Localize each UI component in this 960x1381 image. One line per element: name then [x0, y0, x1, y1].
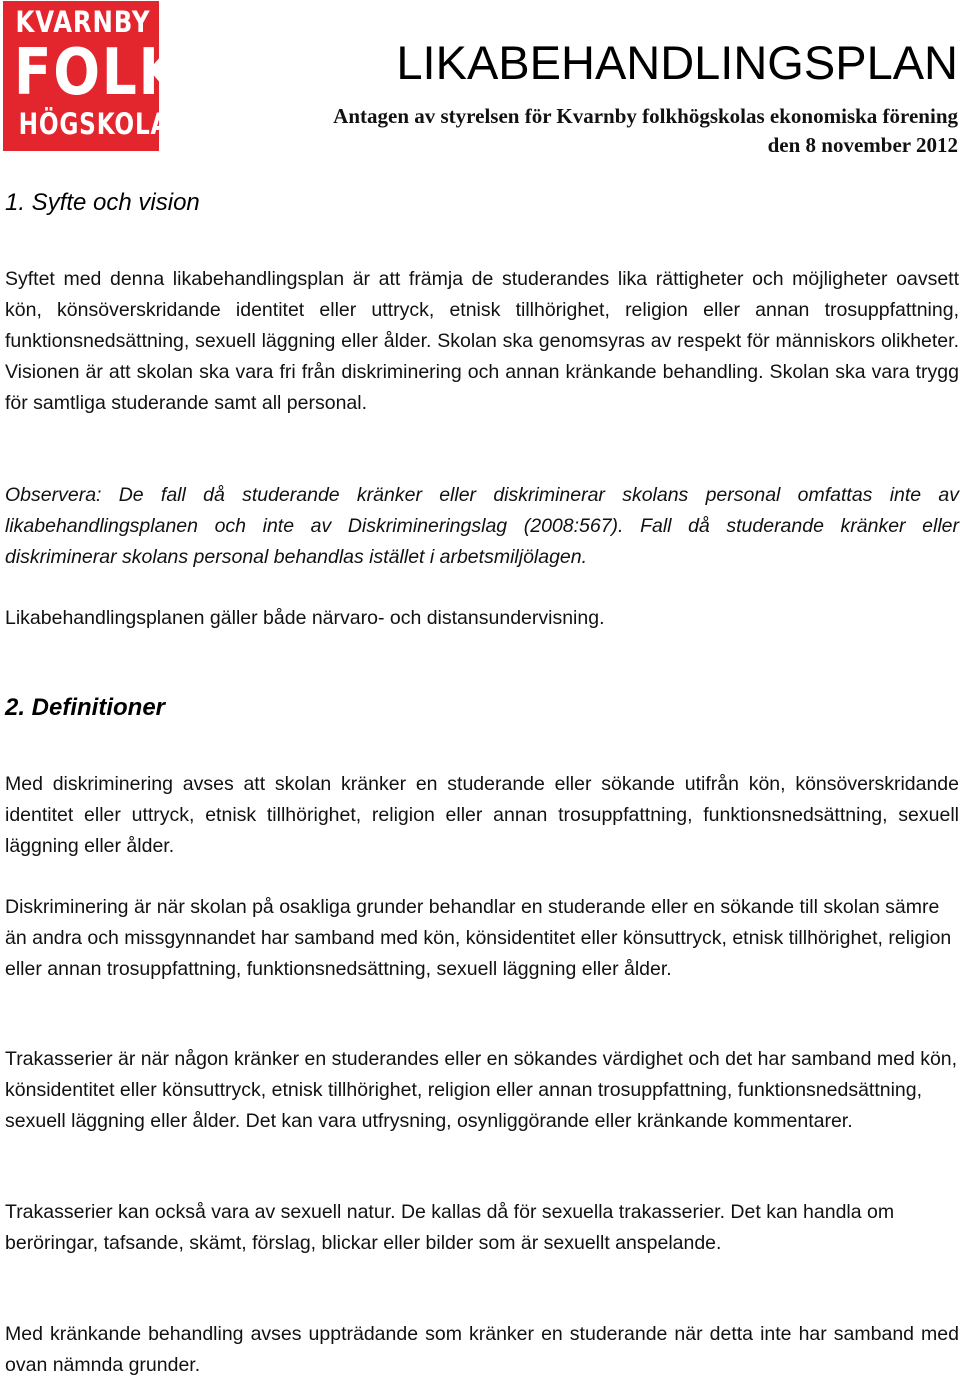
purpose-paragraph: Syftet med denna likabehandlingsplan är att främja de studerandes lika rättigheter och möjligheter oavsett kön, könsöverskridande identitet eller uttryck, etnisk tillhörighet, religion eller annan trosuppfattning, funktionsnedsättning, sexuell läggning eller ålder. Skolan ska genomsyras av respekt för människors olikheter. Visionen är att skolan ska vara fri från diskriminering och annan kränkande behandling. Skolan ska vara trygg för samtliga studerande samt all personal.	[5, 268, 959, 414]
document-title: LIKABEHANDLINGSPLAN	[396, 36, 958, 89]
scope-paragraph: Likabehandlingsplanen gäller både närvaro- och distansundervisning.	[5, 607, 605, 629]
section-heading-definitions: 2. Definitioner	[5, 694, 166, 721]
offensive-treatment-paragraph: Med kränkande behandling avses uppträdande som kränker en studerande när detta inte har samband med ovan nämnda grunder.	[5, 1323, 959, 1376]
logo-line-folk: FOLK	[13, 36, 183, 110]
adoption-note	[198, 102, 958, 160]
harassment-paragraph: Trakasserier är när någon kränker en studerandes eller en sökandes värdighet och det har samband med kön, könsidentitet eller könsuttryck, etnisk tillhörighet, religion eller annan trosuppfattning, funktionsnedsättning, sexuell läggning eller ålder. Det kan vara utfrysning, osynliggörande eller kränkande kommentarer.	[5, 1048, 958, 1132]
logo-line-kvarnby: KVARNBY	[15, 5, 151, 39]
discrimination-explanation-paragraph: Diskriminering är när skolan på osakliga grunder behandlar en studerande eller en sökande till skolan sämre än andra och missgynnandet har samband med kön, könsidentitet eller könsuttryck, etnisk tillhörighet, religion eller annan trosuppfattning, funktionsnedsättning, sexuell läggning eller ålder.	[5, 896, 952, 980]
section-heading-purpose: 1. Syfte och vision	[5, 189, 200, 216]
adoption-note-date: den 8 november 2012	[767, 133, 958, 157]
adoption-note-line1: Antagen av styrelsen för Kvarnby folkhögskolas ekonomiska förening	[333, 104, 958, 128]
sexual-harassment-paragraph: Trakasserier kan också vara av sexuell natur. De kallas då för sexuella trakasserier. Det kan handla om beröringar, tafsande, skämt, förslag, blickar eller bilder som är sexuellt anspelande.	[5, 1201, 895, 1254]
school-logo	[3, 1, 183, 151]
logo-line-hogskola: HÖGSKOLA	[18, 107, 170, 141]
definition-discrimination-paragraph: Med diskriminering avses att skolan kränker en studerande eller sökande utifrån kön, könsöverskridande identitet eller uttryck, etnisk tillhörighet, religion eller annan trosuppfattning, funktionsnedsättning, sexuell läggning eller ålder.	[5, 773, 959, 857]
observe-note-paragraph: Observera: De fall då studerande kränker eller diskriminerar skolans personal omfattas inte av likabehandlingsplanen och inte av Diskrimineringslag (2008:567). Fall då studerande kränker eller diskriminerar skolans personal behandlas istället i arbetsmiljölagen.	[5, 484, 959, 568]
